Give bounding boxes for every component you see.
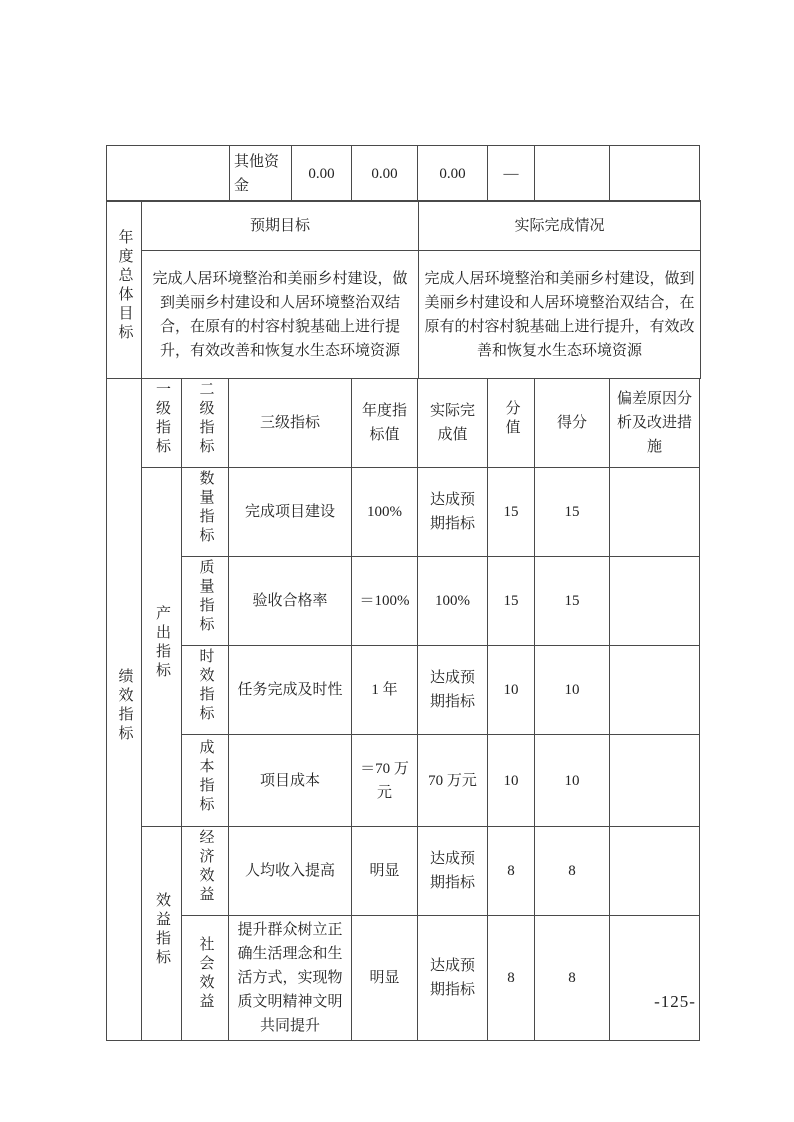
deviation-cell xyxy=(610,468,700,557)
funding-value-3: 0.00 xyxy=(418,146,488,202)
actual-value: 达成预期指标 xyxy=(418,827,488,916)
level2-label: 社会效益 xyxy=(182,916,229,1041)
annual-goal-row-label-text: 年度总体目标 xyxy=(116,228,133,343)
level2-label: 质量指标 xyxy=(182,557,229,646)
score-value: 10 xyxy=(535,735,610,827)
header-actual-value: 实际完成值 xyxy=(418,379,488,468)
annual-target-value: ＝70 万元 xyxy=(352,735,418,827)
level2-label: 数量指标 xyxy=(182,468,229,557)
level3-label: 人均收入提高 xyxy=(229,827,352,916)
header-level3: 三级指标 xyxy=(229,379,352,468)
points-value: 15 xyxy=(488,468,535,557)
indicator-row-social xyxy=(107,916,700,1041)
header-deviation: 偏差原因分析及改进措施 xyxy=(610,379,700,468)
level2-label: 时效指标 xyxy=(182,646,229,735)
deviation-cell xyxy=(610,827,700,916)
points-value: 8 xyxy=(488,827,535,916)
annual-target-value: 100% xyxy=(352,468,418,557)
header-score: 得分 xyxy=(535,379,610,468)
funding-value-1: 0.00 xyxy=(292,146,352,202)
indicator-row-label-text: 绩效指标 xyxy=(116,667,133,744)
level1-benefit-indicator: 效益指标 xyxy=(142,827,182,1041)
annual-target-value: 1 年 xyxy=(352,646,418,735)
indicator-row-cost xyxy=(107,735,700,827)
level3-label: 提升群众树立正确生活理念和生活方式，实现物质文明精神文明共同提升 xyxy=(229,916,352,1041)
level2-label: 成本指标 xyxy=(182,735,229,827)
actual-value: 达成预期指标 xyxy=(418,468,488,557)
level2-label: 经济效益 xyxy=(182,827,229,916)
funding-empty-cell xyxy=(535,146,610,202)
deviation-cell xyxy=(610,735,700,827)
points-value: 10 xyxy=(488,646,535,735)
annual-target-value: 明显 xyxy=(352,827,418,916)
performance-indicator-table xyxy=(106,378,700,1041)
actual-completion-header: 实际完成情况 xyxy=(419,201,701,251)
actual-value: 100% xyxy=(418,557,488,646)
actual-value: 70 万元 xyxy=(418,735,488,827)
deviation-cell xyxy=(610,557,700,646)
funding-empty-cell xyxy=(107,146,230,202)
header-level1: 一级指标 xyxy=(142,379,182,468)
level3-label: 验收合格率 xyxy=(229,557,352,646)
header-annual-target: 年度指标值 xyxy=(352,379,418,468)
indicator-row-quantity xyxy=(107,468,700,557)
annual-target-value: 明显 xyxy=(352,916,418,1041)
level3-label: 完成项目建设 xyxy=(229,468,352,557)
indicator-row-label xyxy=(107,379,142,1041)
level3-label: 项目成本 xyxy=(229,735,352,827)
score-value: 8 xyxy=(535,916,610,1041)
annual-target-value: ＝100% xyxy=(352,557,418,646)
score-value: 15 xyxy=(535,557,610,646)
funding-row-label: 其他资金 xyxy=(230,146,292,202)
funding-table-continued xyxy=(106,145,700,202)
actual-value: 达成预期指标 xyxy=(418,916,488,1041)
header-level2: 二级指标 xyxy=(182,379,229,468)
deviation-cell xyxy=(610,646,700,735)
expected-goal-text: 完成人居环境整治和美丽乡村建设，做到美丽乡村建设和人居环境整治双结合，在原有的村容村貌基础上进行提升，有效改善和恢复水生态环境资源 xyxy=(142,251,419,379)
actual-completion-text: 完成人居环境整治和美丽乡村建设，做到美丽乡村建设和人居环境整治双结合，在原有的村容村貌基础上进行提升，有效改善和恢复水生态环境资源 xyxy=(419,251,701,379)
funding-value-4: — xyxy=(488,146,535,202)
funding-value-2: 0.00 xyxy=(352,146,418,202)
level3-label: 任务完成及时性 xyxy=(229,646,352,735)
level1-output-indicator: 产出指标 xyxy=(142,468,182,827)
annual-goal-table xyxy=(106,200,701,379)
points-value: 15 xyxy=(488,557,535,646)
points-value: 8 xyxy=(488,916,535,1041)
indicator-row-economic xyxy=(107,827,700,916)
deviation-cell xyxy=(610,916,700,1041)
header-points: 分值 xyxy=(488,379,535,468)
points-value: 10 xyxy=(488,735,535,827)
annual-goal-row-label xyxy=(107,201,142,379)
score-value: 8 xyxy=(535,827,610,916)
indicator-row-quality xyxy=(107,557,700,646)
page-number: -125- xyxy=(654,992,696,1011)
score-value: 15 xyxy=(535,468,610,557)
funding-empty-cell xyxy=(610,146,700,202)
actual-value: 达成预期指标 xyxy=(418,646,488,735)
indicator-row-timeliness xyxy=(107,646,700,735)
expected-goal-header: 预期目标 xyxy=(142,201,419,251)
score-value: 10 xyxy=(535,646,610,735)
